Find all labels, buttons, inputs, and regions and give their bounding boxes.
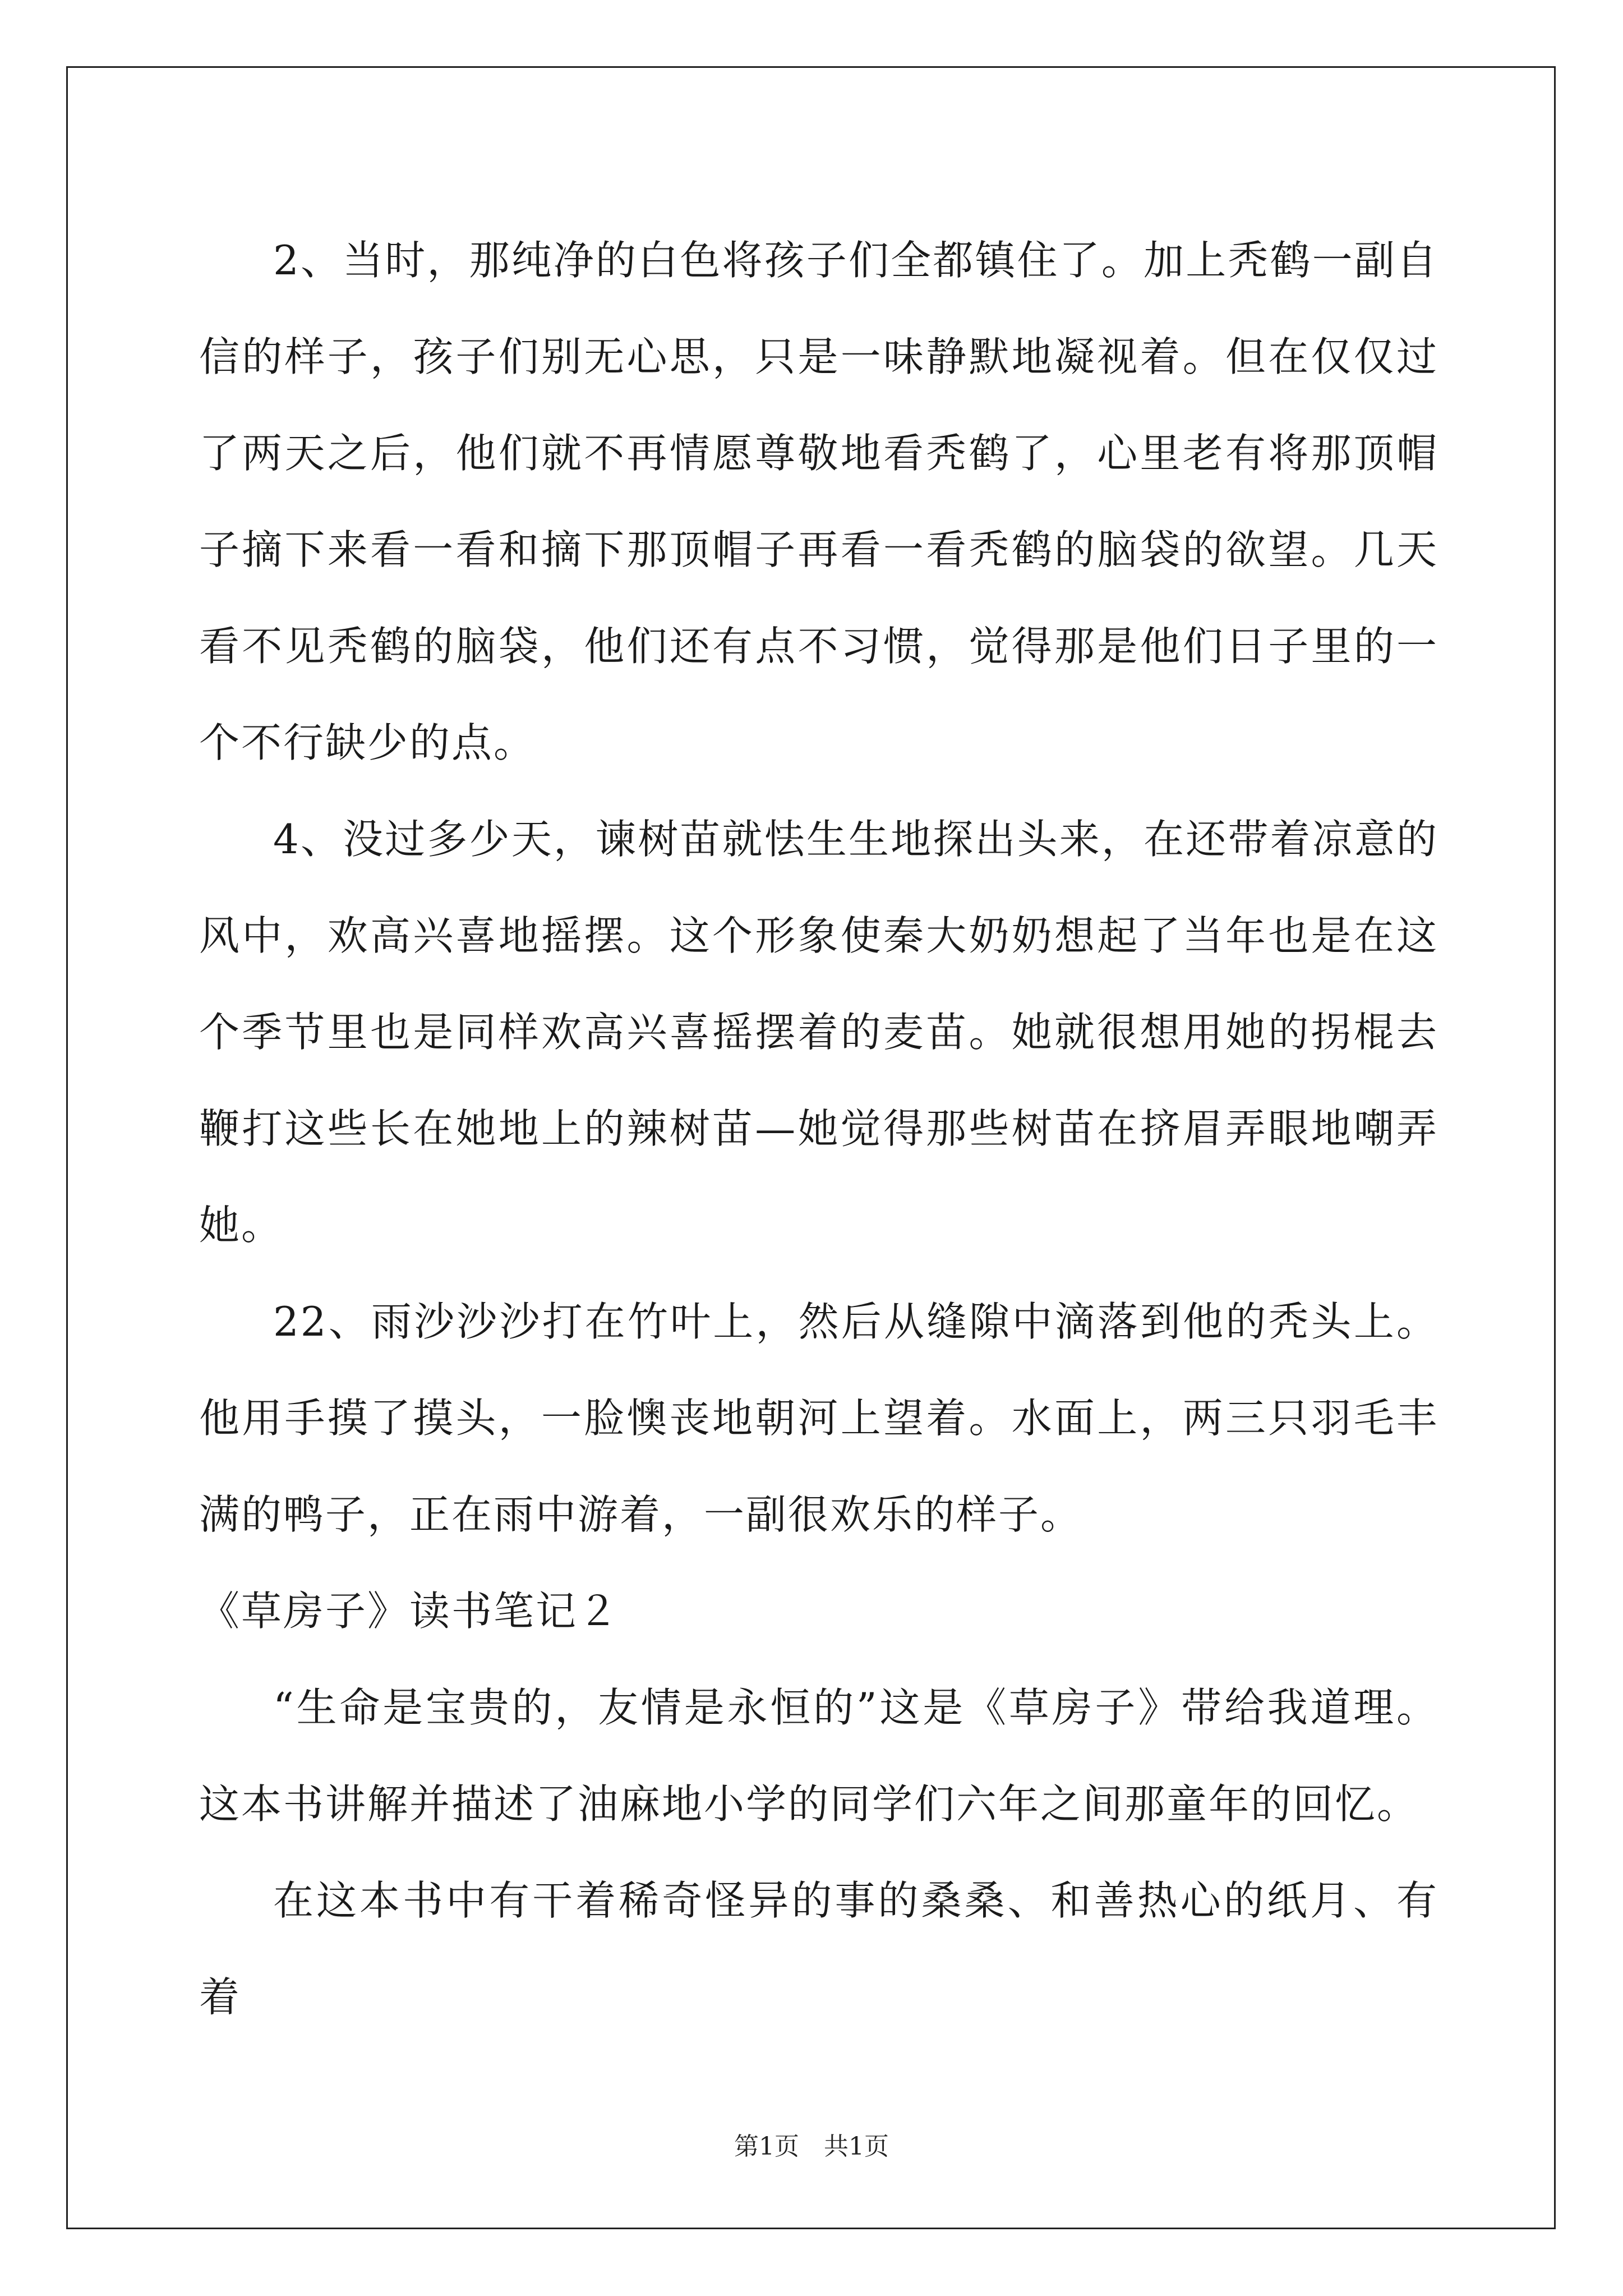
paragraph-5: 在这本书中有干着稀奇怪异的事的桑桑、和善热心的纸月、有着 bbox=[199, 1877, 1438, 2021]
paragraph-1: 2、当时，那纯净的白色将孩子们全都镇住了。加上秃鹤一副自信的样子，孩子们别无心思，只是一味静默地凝视着。但在仅仅过了两天之后，他们就不再情愿尊敬地看秃鹤了，心里老有将那顶帽子摘下来看一看和摘下那顶帽子再看一看秃鹤的脑袋的欲望。几天看不见秃鹤的脑袋，他们还有点不习惯，觉得那是他们日子里的一个不行缺少的点。 bbox=[199, 237, 1438, 766]
page-number-footer: 第1页 共1页 bbox=[734, 2132, 889, 2161]
section-heading: 《草房子》读书笔记２ bbox=[199, 1588, 620, 1635]
paragraph-2: 4、没过多少天，谏树苗就怯生生地探出头来，在还带着凉意的风中，欢高兴喜地摇摆。这个形象使秦大奶奶想起了当年也是在这个季节里也是同样欢高兴喜摇摆着的麦苗。她就很想用她的拐棍去鞭打这些长在她地上的辣树苗—她觉得那些树苗在挤眉弄眼地嘲弄她。 bbox=[199, 816, 1438, 1249]
paragraph-4: “生命是宝贵的，友情是永恒的”这是《草房子》带给我道理。这本书讲解并描述了油麻地小学的同学们六年之间那童年的回忆。 bbox=[199, 1684, 1438, 1828]
paragraph-3: 22、雨沙沙沙打在竹叶上，然后从缝隙中滴落到他的秃头上。他用手摸了摸头，一脸懊丧地朝河上望着。水面上，两三只羽毛丰满的鸭子，正在雨中游着，一副很欢乐的样子。 bbox=[199, 1298, 1438, 1538]
document-body bbox=[199, 212, 1438, 2045]
